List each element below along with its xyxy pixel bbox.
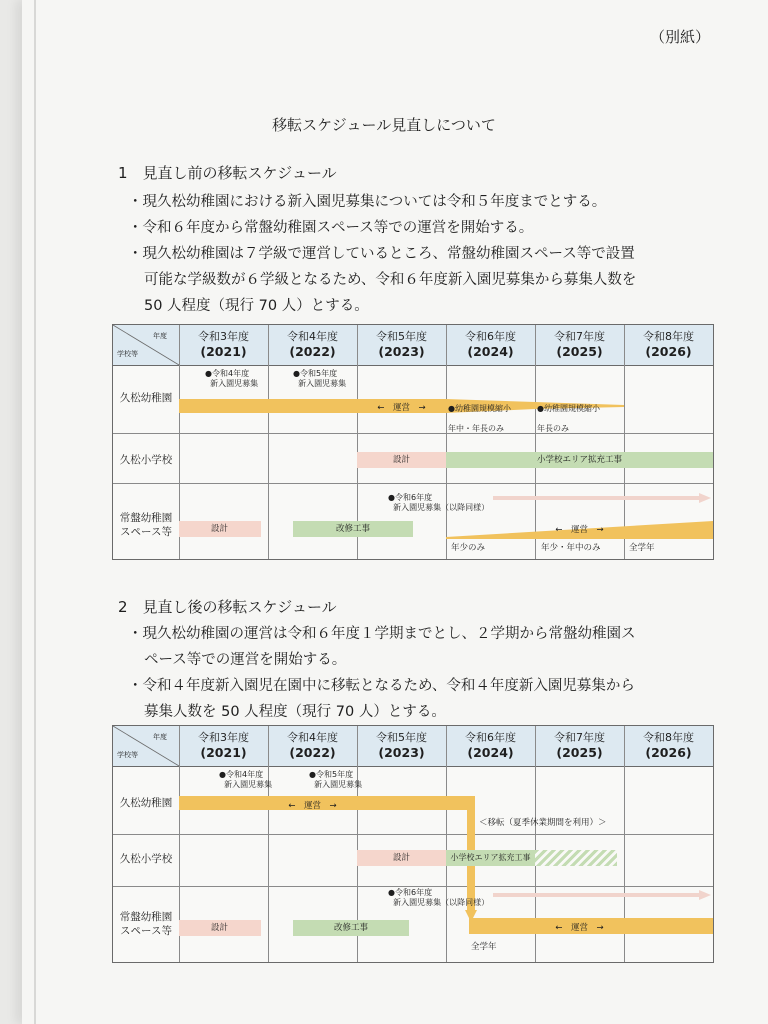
tokiwa-design-bar: 設計 <box>179 521 261 537</box>
corner-diagonal <box>113 726 179 766</box>
section1-bullet-1: ・現久松幼稚園における新入園児募集については令和５年度までとする。 <box>128 194 607 210</box>
recruit-r5-note: ●令和5年度 新入園児募集 <box>309 770 363 789</box>
corner-school-label: 学校等 <box>117 350 138 358</box>
section2-bullet-1-cont: ペース等での運営を開始する。 <box>144 652 347 668</box>
grade-note-2025: 年少・年中のみ <box>541 543 601 553</box>
grade-note-2026: 全学年 <box>629 543 655 553</box>
relocation-note: ＜移転（夏季休業期間を利用）＞ <box>479 818 607 828</box>
section1-bullet-2: ・令和６年度から常盤幼稚園スペース等での運営を開始する。 <box>128 220 534 236</box>
recruit-continue-arrow <box>493 890 713 900</box>
grade-note-2024: 年少のみ <box>451 543 486 553</box>
section1-bullet-3-end: 50 人程度（現行 70 人）とする。 <box>144 298 369 314</box>
corner-year-label: 年度 <box>153 332 167 340</box>
elementary-expansion-hatched <box>535 850 617 866</box>
corner-diagonal <box>113 325 179 365</box>
year-col-2022: 令和4年度 (2022) <box>287 731 338 760</box>
schedule-table-after <box>112 725 714 963</box>
year-col-2024: 令和6年度 (2024) <box>465 330 516 359</box>
year-col-2025: 令和7年度 (2025) <box>554 330 605 359</box>
recruit-r4-note: ●令和4年度 新入園児募集 <box>219 770 273 789</box>
document-title: 移転スケジュール見直しについて <box>272 116 496 134</box>
section2-heading: 2 見直し後の移転スケジュール <box>118 598 337 616</box>
row-label-tokiwa: 常盤幼稚園 スペース等 <box>119 512 173 538</box>
year-col-2024: 令和6年度 (2024) <box>465 731 516 760</box>
year-col-2021: 令和3年度 (2021) <box>198 731 249 760</box>
corner-year-label: 年度 <box>153 733 167 741</box>
elementary-design-bar: 設計 <box>357 452 446 468</box>
year-col-2023: 令和5年度 (2023) <box>376 731 427 760</box>
elementary-expansion-bar: 小学校エリア拡充工事 <box>446 452 713 468</box>
elementary-expansion-bar: 小学校エリア拡充工事 <box>446 850 535 866</box>
section1-bullet-3: ・現久松幼稚園は７学級で運営しているところ、常盤幼稚園スペース等で設置 <box>128 246 635 262</box>
recruit-r6-note: ●令和6年度 新入園児募集（以降同様） <box>388 888 490 907</box>
tokiwa-design-bar: 設計 <box>179 920 261 936</box>
elementary-design-bar: 設計 <box>357 850 446 866</box>
row-label-elementary: 久松小学校 <box>119 853 173 865</box>
recruit-r6-note: ●令和6年度 新入園児募集（以降同様） <box>388 493 490 512</box>
recruit-r4-note: ●令和4年度 新入園児募集 <box>205 369 259 388</box>
grade-note-all: 全学年 <box>471 942 497 952</box>
year-col-2023: 令和5年度 (2023) <box>376 330 427 359</box>
shrink-note-2024: ●幼稚園規模縮小 年中・年長のみ <box>448 404 511 433</box>
operation-label: ← 運営 → <box>377 403 426 413</box>
tokiwa-operation-label: ← 運営 → <box>555 525 604 535</box>
section2-bullet-2-cont: 募集人数を 50 人程度（現行 70 人）とする。 <box>144 704 446 720</box>
section1-heading: 1 見直し前の移転スケジュール <box>118 164 337 182</box>
attachment-tag: （別紙） <box>649 28 710 46</box>
tokiwa-operation-label: ← 運営 → <box>555 923 604 933</box>
row-label-kindergarten: 久松幼稚園 <box>119 392 173 404</box>
row-label-elementary: 久松小学校 <box>119 454 173 466</box>
tokiwa-renovation-bar: 改修工事 <box>293 521 413 537</box>
operation-label: ← 運営 → <box>288 801 337 811</box>
year-col-2021: 令和3年度 (2021) <box>198 330 249 359</box>
section2-bullet-1: ・現久松幼稚園の運営は令和６年度１学期までとし、２学期から常盤幼稚園ス <box>128 626 636 642</box>
year-col-2026: 令和8年度 (2026) <box>643 330 694 359</box>
recruit-r5-note: ●令和5年度 新入園児募集 <box>293 369 347 388</box>
year-col-2026: 令和8年度 (2026) <box>643 731 694 760</box>
tokiwa-renovation-bar: 改修工事 <box>293 920 409 936</box>
corner-school-label: 学校等 <box>117 751 138 759</box>
year-col-2022: 令和4年度 (2022) <box>287 330 338 359</box>
schedule-table-before <box>112 324 714 560</box>
shrink-note-2025: ●幼稚園規模縮小 年長のみ <box>537 404 600 433</box>
section1-bullet-3-cont: 可能な学級数が６学級となるため、令和６年度新入園児募集から募集人数を <box>144 272 637 288</box>
row-label-tokiwa: 常盤幼稚園 スペース等 <box>119 911 173 937</box>
section2-bullet-2: ・令和４年度新入園児在園中に移転となるため、令和４年度新入園児募集から <box>128 678 635 694</box>
year-col-2025: 令和7年度 (2025) <box>554 731 605 760</box>
recruit-continue-arrow <box>493 493 713 503</box>
row-label-kindergarten: 久松幼稚園 <box>119 797 173 809</box>
